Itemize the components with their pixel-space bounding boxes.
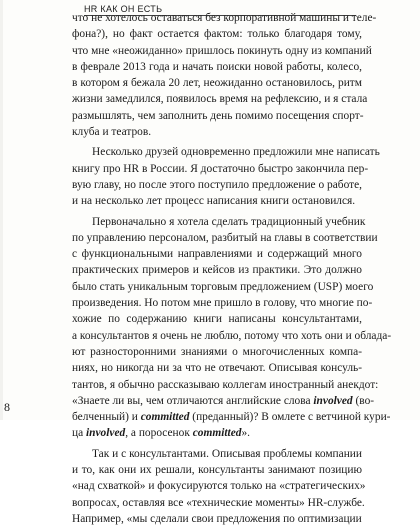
text-run: «Знаете ли вы, чем отличаются английские слова [72, 394, 314, 407]
text-line: вопросах, оставляя все «технические моменты» HR-службе. [72, 496, 365, 509]
emphasis-word: involved [86, 427, 126, 440]
text-line: что не хотелось оставаться без корпоративной машины и теле- [72, 12, 377, 24]
text-line: хожие по содержанию книги написаны консультантами, [72, 313, 362, 326]
body-text [72, 10, 392, 527]
text-line: тантов, я обычно рассказываю коллегам иностранный анекдот: [72, 378, 379, 391]
text-run: ца [72, 427, 86, 440]
page-number: 8 [4, 400, 10, 414]
text-line: по управлению персоналом, разбитый на главы в соответствии [72, 231, 378, 244]
emphasis-word: committed [140, 411, 190, 424]
text-run: , а поросенок [125, 427, 193, 440]
text-line: произведения. Но потом мне пришло в голову, что многие по- [72, 297, 373, 310]
paragraph [72, 144, 380, 209]
page-gutter [0, 0, 3, 420]
emphasis-word: involved [313, 394, 353, 407]
text-line-rich [72, 425, 362, 441]
text-line: было стать уникальным торговым предложением (USP) моего [72, 280, 374, 293]
text-line: в феврале 2013 года и начать поиски новой работы, колесо, [72, 60, 362, 73]
text-line: Так и с консультантами. Описывая проблемы компании [92, 447, 362, 460]
text-line-rich [72, 409, 391, 425]
text-line: клуба и театров. [72, 126, 152, 139]
emphasis-word: committed [192, 427, 242, 440]
text-line: Например, «мы сделали свои предложения по оптимизации [72, 512, 362, 525]
text-line: размышлять, чем заполнить день помимо посещения спорт- [72, 109, 364, 122]
text-line: практических примеров и кейсов из практики. Это должно [72, 264, 362, 277]
text-line: а консультантов я очень не люблю, потому что хоть они и облада- [72, 329, 392, 342]
text-line: ют разносторонними знаниями о многочисленных компа- [72, 345, 362, 358]
text-line: ниях, но никогда ни за что не отвечают. Описывая консуль- [72, 362, 362, 375]
paragraph [72, 214, 392, 527]
text-line: фона?), но факт остается фактом: только благодаря тому, [72, 28, 362, 41]
text-line-rich [72, 393, 375, 409]
text-line: жизни замедлился, появилось время на рефлексию, и я стала [72, 93, 368, 106]
text-line: Несколько друзей одновременно предложили мне написать [92, 146, 380, 159]
running-head: HR КАК ОН ЕСТЬ [84, 4, 163, 14]
text-line: с функциональными направлениями и содержащий много [72, 248, 362, 261]
text-line: вую главу, но после этого поступило предложение о работе, [72, 178, 362, 191]
text-line: Первоначально я хотела сделать традиционный учебник [92, 215, 366, 228]
text-line: и то, как они их решали, консультанты занимают позицию [72, 464, 362, 477]
text-run: ». [241, 427, 250, 440]
text-run: (преданный)? В омлете с ветчиной кури- [189, 411, 391, 424]
text-line: и на несколько лет процесс написания книги остановился. [72, 195, 356, 208]
text-line: что мне «неожиданно» пришлось покинуть одну из компаний [72, 44, 372, 57]
text-line: «над схваткой» и фокусируются только на «стратегических» [72, 480, 366, 493]
text-line: книгу про HR в России. Я достаточно быстро закончила пер- [72, 162, 369, 175]
paragraph [72, 10, 377, 140]
text-line: в котором я бежала 20 лет, неожиданно остановилось, ритм [72, 77, 362, 90]
text-run: (во- [352, 394, 375, 407]
text-run: белченный) и [72, 411, 141, 424]
